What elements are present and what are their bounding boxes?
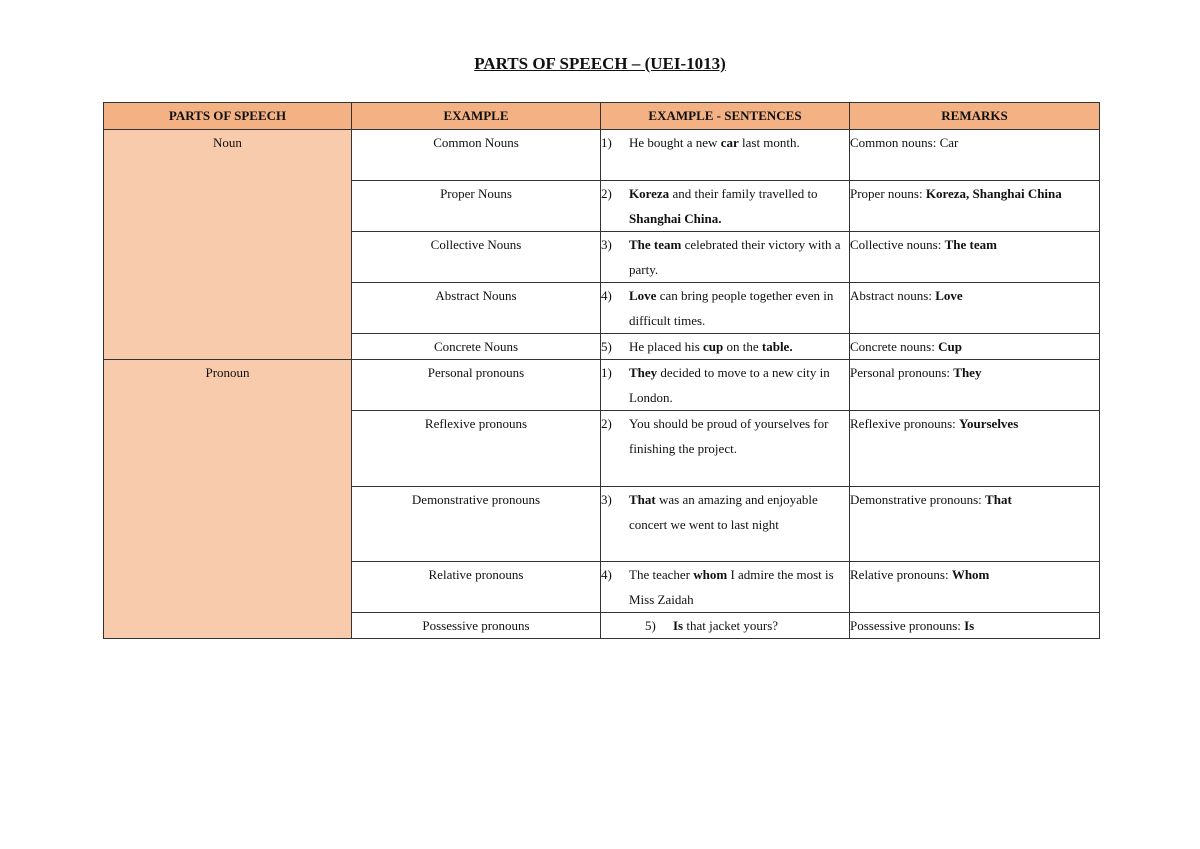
sentence-number: 5)	[645, 618, 656, 633]
table-body	[104, 130, 1100, 639]
header-example-sentences: EXAMPLE - SENTENCES	[601, 103, 850, 130]
sentence-number: 2)	[601, 186, 612, 201]
sentence-text: Koreza and their family travelled to Shanghai China.	[629, 186, 818, 226]
example-cell: Personal pronouns	[352, 360, 601, 411]
sentence-cell	[601, 130, 850, 181]
remark-cell: Common nouns: Car	[850, 130, 1100, 181]
sentence-number: 4)	[601, 567, 612, 582]
remark-cell: Possessive pronouns: Is	[850, 613, 1100, 639]
sentence-text: Is that jacket yours?	[673, 618, 779, 633]
sentence-cell	[601, 562, 850, 613]
example-cell: Reflexive pronouns	[352, 411, 601, 487]
example-cell: Collective Nouns	[352, 232, 601, 283]
header-row	[104, 103, 1100, 130]
example-cell: Demonstrative pronouns	[352, 487, 601, 562]
sentence-text: Love can bring people together even in difficult times.	[629, 288, 834, 328]
sentence-cell	[601, 232, 850, 283]
header-example: EXAMPLE	[352, 103, 601, 130]
remark-cell: Concrete nouns: Cup	[850, 334, 1100, 360]
example-cell: Relative pronouns	[352, 562, 601, 613]
sentence-text: The teacher whom I admire the most is Miss Zaidah	[629, 567, 834, 607]
example-cell: Common Nouns	[352, 130, 601, 181]
group-cell-noun: Noun	[104, 130, 352, 360]
sentence-cell	[601, 411, 850, 487]
remark-cell: Abstract nouns: Love	[850, 283, 1100, 334]
sentence-number: 3)	[601, 237, 612, 252]
example-cell: Abstract Nouns	[352, 283, 601, 334]
sentence-cell	[601, 360, 850, 411]
sentence-cell	[601, 181, 850, 232]
sentence-number: 1)	[601, 365, 612, 380]
sentence-text: You should be proud of yourselves for finishing the project.	[629, 416, 829, 456]
sentence-cell	[601, 613, 850, 639]
sentence-cell	[601, 487, 850, 562]
document-title: PARTS OF SPEECH – (UEI-1013)	[474, 54, 726, 73]
sentence-number: 4)	[601, 288, 612, 303]
sentence-number: 1)	[601, 135, 612, 150]
example-cell: Concrete Nouns	[352, 334, 601, 360]
sentence-number: 3)	[601, 492, 612, 507]
sentence-number: 5)	[601, 339, 612, 354]
sentence-text: The team celebrated their victory with a party.	[629, 237, 841, 277]
header-parts-of-speech: PARTS OF SPEECH	[104, 103, 352, 130]
sentence-text: That was an amazing and enjoyable concert we went to last night	[629, 492, 818, 532]
remark-cell: Demonstrative pronouns: That	[850, 487, 1100, 562]
sentence-cell	[601, 334, 850, 360]
remark-cell: Proper nouns: Koreza, Shanghai China	[850, 181, 1100, 232]
table-row	[104, 130, 1100, 181]
sentence-text: He placed his cup on the table.	[629, 339, 793, 354]
remark-cell: Personal pronouns: They	[850, 360, 1100, 411]
remark-cell: Collective nouns: The team	[850, 232, 1100, 283]
table-row	[104, 360, 1100, 411]
header-remarks: REMARKS	[850, 103, 1100, 130]
sentence-text: They decided to move to a new city in London.	[629, 365, 830, 405]
sentence-number: 2)	[601, 416, 612, 431]
example-cell: Proper Nouns	[352, 181, 601, 232]
sentence-cell	[601, 283, 850, 334]
example-cell: Possessive pronouns	[352, 613, 601, 639]
remark-cell: Reflexive pronouns: Yourselves	[850, 411, 1100, 487]
remark-cell: Relative pronouns: Whom	[850, 562, 1100, 613]
parts-of-speech-table	[103, 102, 1100, 639]
sentence-text: He bought a new car last month.	[629, 135, 800, 150]
group-cell-pronoun: Pronoun	[104, 360, 352, 639]
